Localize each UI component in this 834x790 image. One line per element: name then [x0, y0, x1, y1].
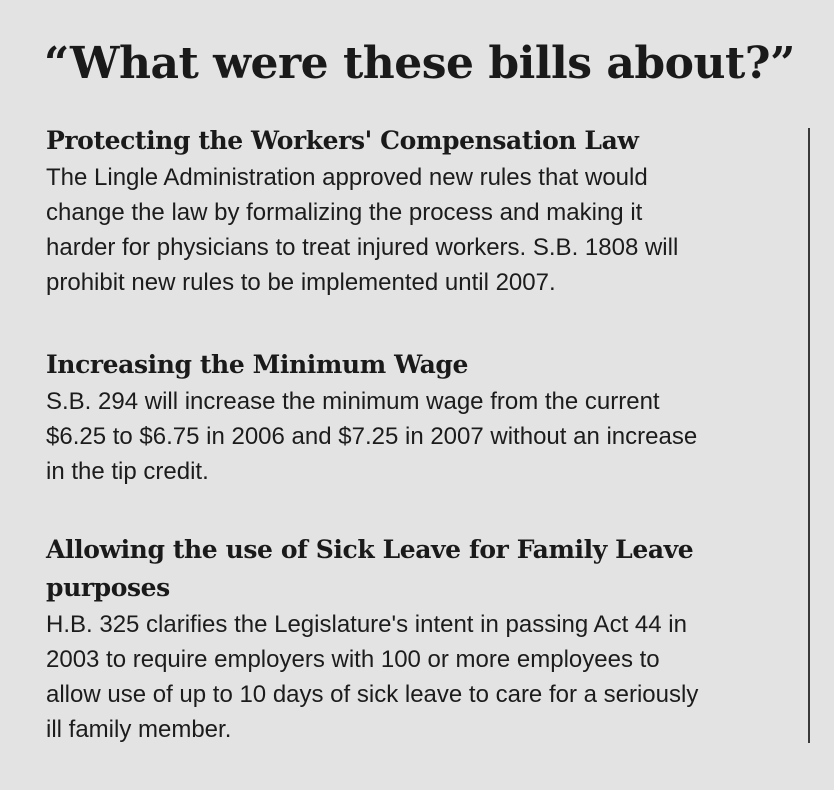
page-title: “What were these bills about?” [44, 38, 795, 89]
section-body: H.B. 325 clarifies the Legislature's intent in passing Act 44 in 2003 to require employers with 100 or more employees to allow use of up to 10 days of sick leave to care for a seriously ill family member. [46, 611, 699, 743]
section-heading: Increasing the Minimum Wage [46, 350, 468, 379]
section-heading: Allowing the use of Sick Leave for Family Leave purposes [46, 535, 694, 602]
section-body: The Lingle Administration approved new rules that would change the law by formalizing the process and making it harder for physicians to treat injured workers. S.B. 1808 will prohibit new rules to be implemented until 2007. [46, 164, 679, 296]
section-minimum-wage [46, 346, 776, 489]
section-sick-leave [46, 531, 776, 747]
section-heading: Protecting the Workers' Compensation Law [46, 126, 639, 155]
section-body: S.B. 294 will increase the minimum wage from the current $6.25 to $6.75 in 2006 and $7.25 in 2007 without an increase in the tip credit. [46, 388, 698, 485]
section-workers-compensation [46, 122, 776, 300]
vertical-divider [808, 128, 810, 743]
